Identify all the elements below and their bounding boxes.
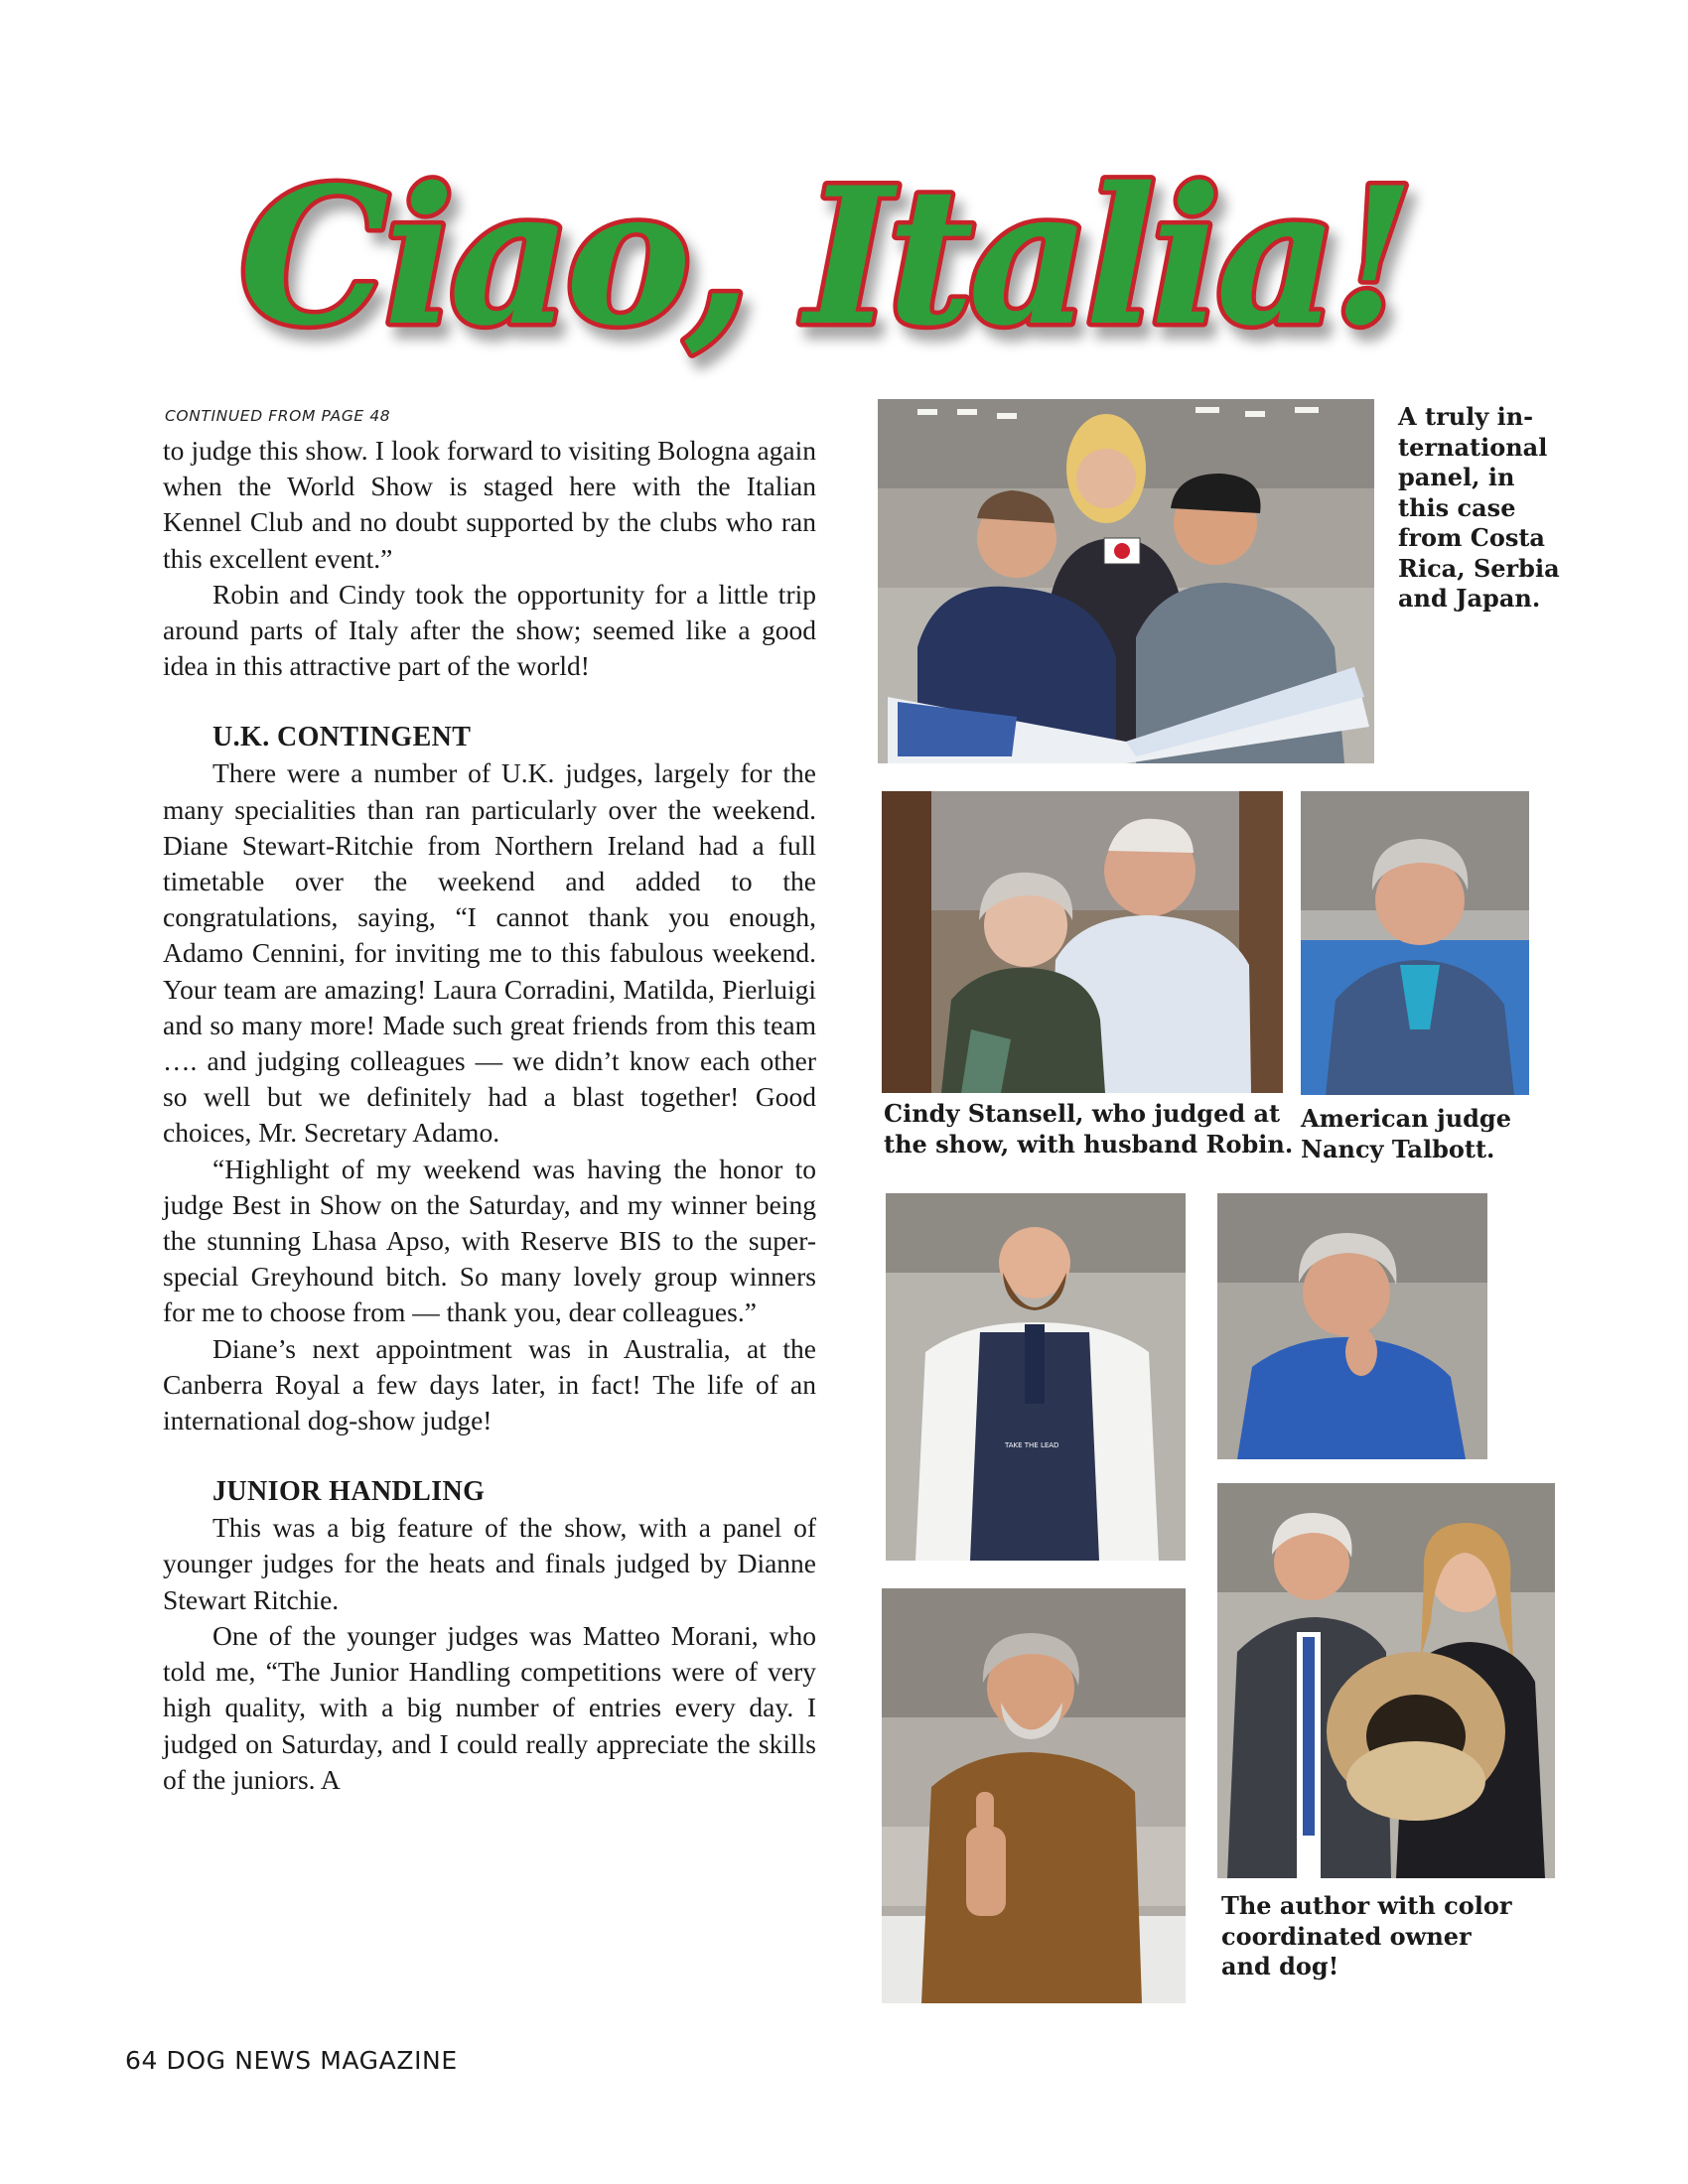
- paragraph: One of the younger judges was Matteo Morani, who told me, “The Junior Handling competitions were of very high quality, with a big number of entries every day. I judged on Saturday, and I could really appreciate the skills of the juniors. A: [163, 1619, 816, 1795]
- paragraph: This was a big feature of the show, with a panel of younger judges for the heats and finals judged by Dianne Stewart Ritchie.: [163, 1512, 816, 1615]
- caption-cindy-and-robin: Cindy Stansell, who judged at the show, with husband Robin.: [884, 1099, 1294, 1159]
- caption-author-owner-dog: The author with color coordinated owner and dog!: [1221, 1891, 1512, 1980]
- paragraph: Diane’s next appointment was in Australia, at the Canberra Royal a few days later, in fact! The life of an international dog-show judge!: [163, 1332, 816, 1436]
- photo-man-in-apron: [886, 1193, 1186, 1561]
- apron-text: TAKE THE LEAD: [1005, 1441, 1059, 1449]
- section-heading-uk-contingent: U.K. CONTINGENT: [212, 722, 472, 753]
- article-body: [163, 433, 816, 1798]
- headline: [238, 69, 1410, 397]
- photo-cindy-and-robin: [882, 791, 1283, 1093]
- photo-man-thumbs-up: [882, 1588, 1186, 2003]
- section-heading-junior-handling: JUNIOR HANDLING: [212, 1476, 486, 1508]
- page-folio: 64 DOG NEWS MAGAZINE: [125, 2046, 458, 2075]
- photo-international-panel: [878, 399, 1374, 763]
- paragraph: Robin and Cindy took the opportunity for a little trip around parts of Italy after the show; seemed like a good idea in this attractive part of the world!: [163, 578, 816, 682]
- caption-international-panel: A truly in- ternational panel, in this case from Costa Rica, Serbia and Japan.: [1398, 402, 1560, 613]
- paragraph: to judge this show. I look forward to visiting Bologna again when the World Show is staged here with the Italian Kennel Club and no doubt supported by the clubs who ran this excellent event.”: [163, 435, 816, 574]
- photo-author-owner-dog: [1217, 1483, 1555, 1878]
- photo-man-blue-jacket: [1217, 1193, 1487, 1459]
- photo-nancy-talbott: [1301, 791, 1529, 1095]
- headline-text: Ciao, Italia!: [238, 146, 1410, 367]
- caption-nancy-talbott: American judge Nancy Talbott.: [1301, 1104, 1511, 1163]
- paragraph: There were a number of U.K. judges, largely for the many specialities than ran particularly over the weekend. Diane Stewart-Ritchie from Northern Ireland had a full timetable over the weekend and added to the congratulations, saying, “I cannot thank you enough, Adamo Cennini, for inviting me to this fabulous weekend. Your team are amazing! Laura Corradini, Matilda, Pierluigi and so many more! Made such great friends from this team …. and judging colleagues — we didn’t know each other so well but we definitely had a blast together! Good choices, Mr. Secretary Adamo.: [163, 757, 816, 1149]
- paragraph: “Highlight of my weekend was having the honor to judge Best in Show on the Saturday, and my winner being the stunning Lhasa Apso, with Reserve BIS to the super-special Greyhound bitch. So many lovely group winners for me to choose from — thank you, dear colleagues.”: [163, 1153, 816, 1328]
- continued-from-label: CONTINUED FROM PAGE 48: [165, 407, 391, 425]
